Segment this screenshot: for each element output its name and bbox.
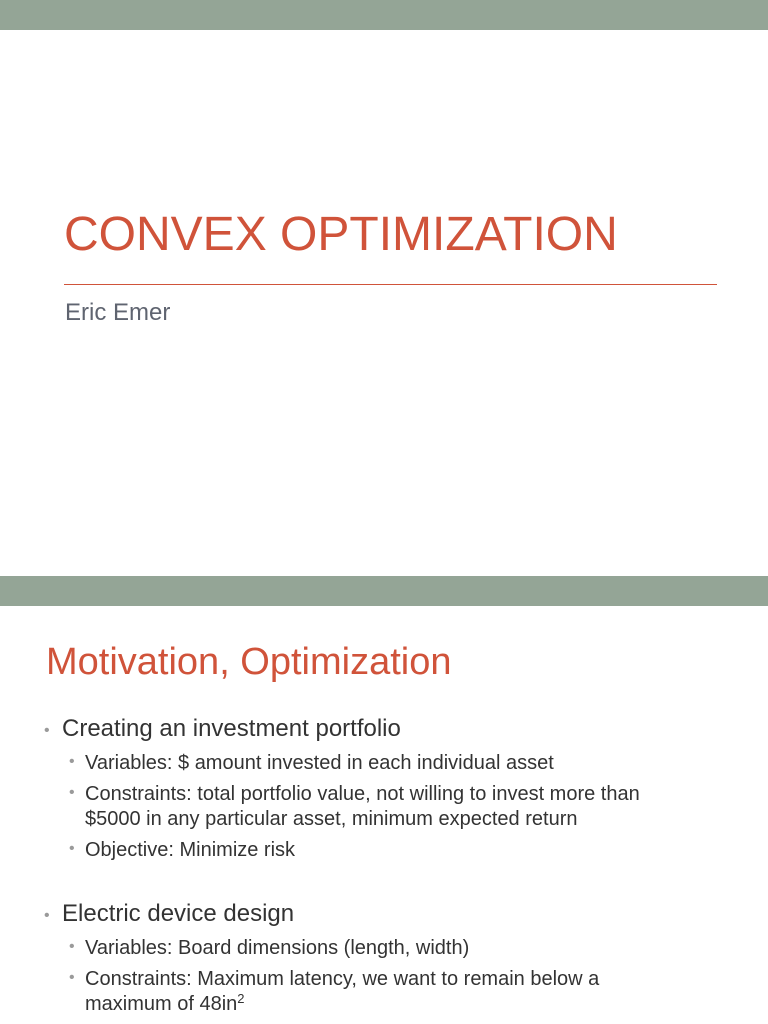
bullet-dot-icon: • [69,969,75,986]
presentation-author: Eric Emer [65,299,171,326]
sub-bullet-text: Objective: Minimize risk [85,839,296,861]
bullet-dot-icon: • [69,784,75,801]
sub-bullet-text: Constraints: Maximum latency, we want to remain below a [85,968,600,990]
bullet-dot-icon: • [69,938,75,955]
sub-bullet-text-continued [85,992,245,1017]
presentation-title: CONVEX OPTIMIZATION [64,208,618,261]
slide-heading: Motivation, Optimization [46,641,452,683]
bullet-dot-icon: • [69,753,75,770]
bullet-text: Creating an investment portfolio [62,715,401,742]
bullet-dot-icon: • [44,907,50,924]
sub-bullet-text-continued: $5000 in any particular asset, minimum expected return [85,808,578,830]
sub-bullet-text: Variables: $ amount invested in each individual asset [85,752,554,774]
bullet-dot-icon: • [44,722,50,739]
superscript-exponent: 2 [237,991,245,1006]
bullet-dot-icon: • [69,840,75,857]
sub-bullet-text-base: maximum of 48in [85,993,238,1015]
sub-bullet-text: Variables: Board dimensions (length, width) [85,937,470,959]
sub-bullet-text: Constraints: total portfolio value, not willing to invest more than [85,783,640,805]
bullet-text: Electric device design [62,900,295,927]
